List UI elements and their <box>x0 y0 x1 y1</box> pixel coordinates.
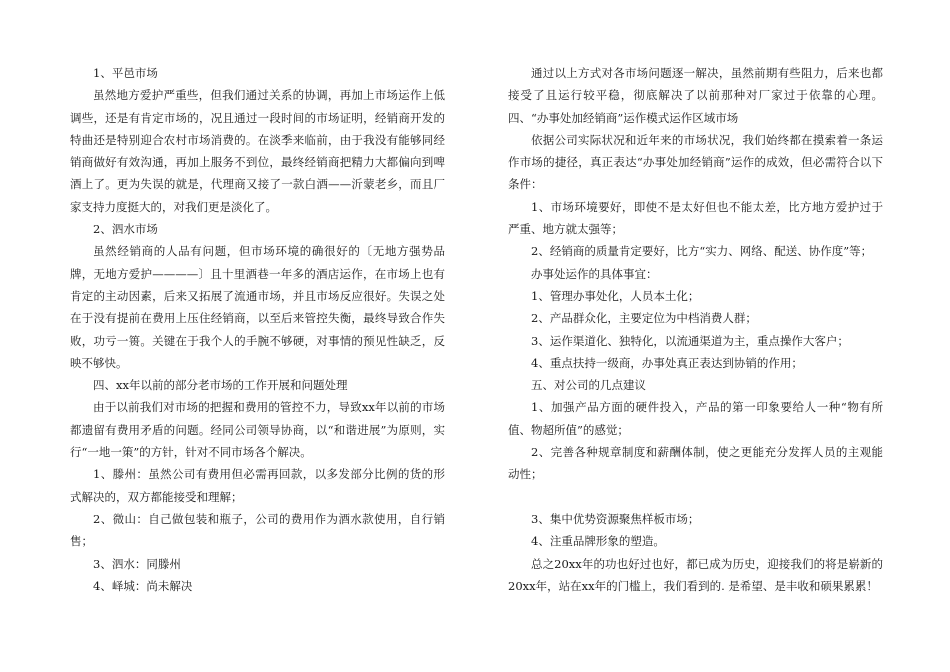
list-item-sishui: 3、泗水：同滕州 <box>93 556 181 571</box>
heading-sishui-market: 2、泗水市场 <box>93 222 158 237</box>
paragraph-old-markets: 由于以前我们对市场的把握和费用的管控不力，导致xx年以前的市场都遗留有费用矛盾的问题。经同公司领导协商，以“和谐进展”为原则，实行“一地一策”的方针，针对不同市场各个解决。 <box>70 400 445 460</box>
list-item-yicheng: 4、峄城：尚未解决 <box>93 578 193 593</box>
paragraph-resolution: 通过以上方式对各市场问题逐一解决，虽然前期有些阻力，后来也都接受了且运行较平稳，彻底解决了以前那种对厂家过于依靠的心理。四、“办事处加经销商”运作模式运作区域市场 <box>508 66 883 125</box>
suggestion-item-1: 1、加强产品方面的硬件投入，产品的第一印象要给人一种“物有所值、物超所值”的感觉； <box>508 400 883 437</box>
suggestion-item-3: 3、集中优势资源聚焦样板市场； <box>531 511 700 526</box>
heading-old-markets: 四、xx年以前的部分老市场的工作开展和问题处理 <box>93 378 348 393</box>
condition-item-2: 2、经销商的质量肯定要好，比方“实力、网络、配送、协作度”等； <box>531 244 873 259</box>
right-column <box>508 62 883 597</box>
list-item-weishan: 2、微山：自己做包装和瓶子，公司的费用作为酒水款使用，自行销售； <box>70 511 445 549</box>
office-item-2: 2、产品群众化，主要定位为中档消费人群； <box>531 311 757 326</box>
office-item-3: 3、运作渠道化、独特化，以流通渠道为主，重点操作大客户； <box>531 333 849 348</box>
office-item-4: 4、重点扶持一级商，办事处真正表达到协销的作用； <box>531 355 803 370</box>
heading-office-matters: 办事处运作的具体事宜： <box>531 266 658 281</box>
paragraph-pingyi: 虽然地方爱护严重些，但我们通过关系的协调，再加上市场运作上低调些，还是有肯定市场的，况且通过一段时间的市场证明，经销商开发的特曲还是特别迎合农村市场消费的。在淡季来临前，由于我没有能够同经销商做好有效沟通，再加上服务不到位，最终经销商把精力大都偏向到啤酒上了。更为失误的就是，代理商又接了一款白酒——沂蒙老乡，而且厂家支持力度挺大的，对我们更是淡化了。 <box>70 88 445 214</box>
paragraph-conclusion: 总之20xx年的功也好过也好，都已成为历史，迎接我们的将是崭新的20xx年，站在xx年的门槛上，我们看到的. 是希望、是丰收和硕果累累！ <box>508 556 883 593</box>
paragraph-conditions-intro: 依据公司实际状况和近年来的市场状况，我们始终都在摸索着一条运作市场的捷径，真正表达“办事处加经销商”运作的成效，但必需符合以下条件： <box>508 132 883 192</box>
list-item-tengzhou: 1、滕州：虽然公司有费用但必需再回款，以多发部分比例的货的形式解决的，双方都能接受和理解； <box>70 467 445 504</box>
suggestion-item-2: 2、完善各种规章制度和薪酬体制，使之更能充分发挥人员的主观能动性； <box>508 445 883 482</box>
left-column <box>70 62 445 597</box>
heading-pingyi-market: 1、平邑市场 <box>93 66 158 80</box>
heading-suggestions: 五、对公司的几点建议 <box>531 378 646 393</box>
paragraph-sishui: 虽然经销商的人品有问题，但市场环境的确很好的〔无地方强势品牌，无地方爱护————〕且十里酒巷一年多的酒店运作，在市场上也有肯定的主动因素，后来又拓展了流通市场，并且市场反应很好。失误之处在于没有提前在费用上压住经销商，以至后来管控失衡，最终导致合作失败，功亏一篑。关键在于我个人的手腕不够硬，对事情的预见性缺乏，反映不够快。 <box>70 244 445 370</box>
suggestion-item-4: 4、注重品牌形象的塑造。 <box>531 534 665 549</box>
office-item-1: 1、管理办事处化，人员本土化； <box>531 288 700 303</box>
condition-item-1: 1、市场环境要好，即使不是太好但也不能太差，比方地方爱护过于严重、地方就太强等； <box>508 199 883 237</box>
